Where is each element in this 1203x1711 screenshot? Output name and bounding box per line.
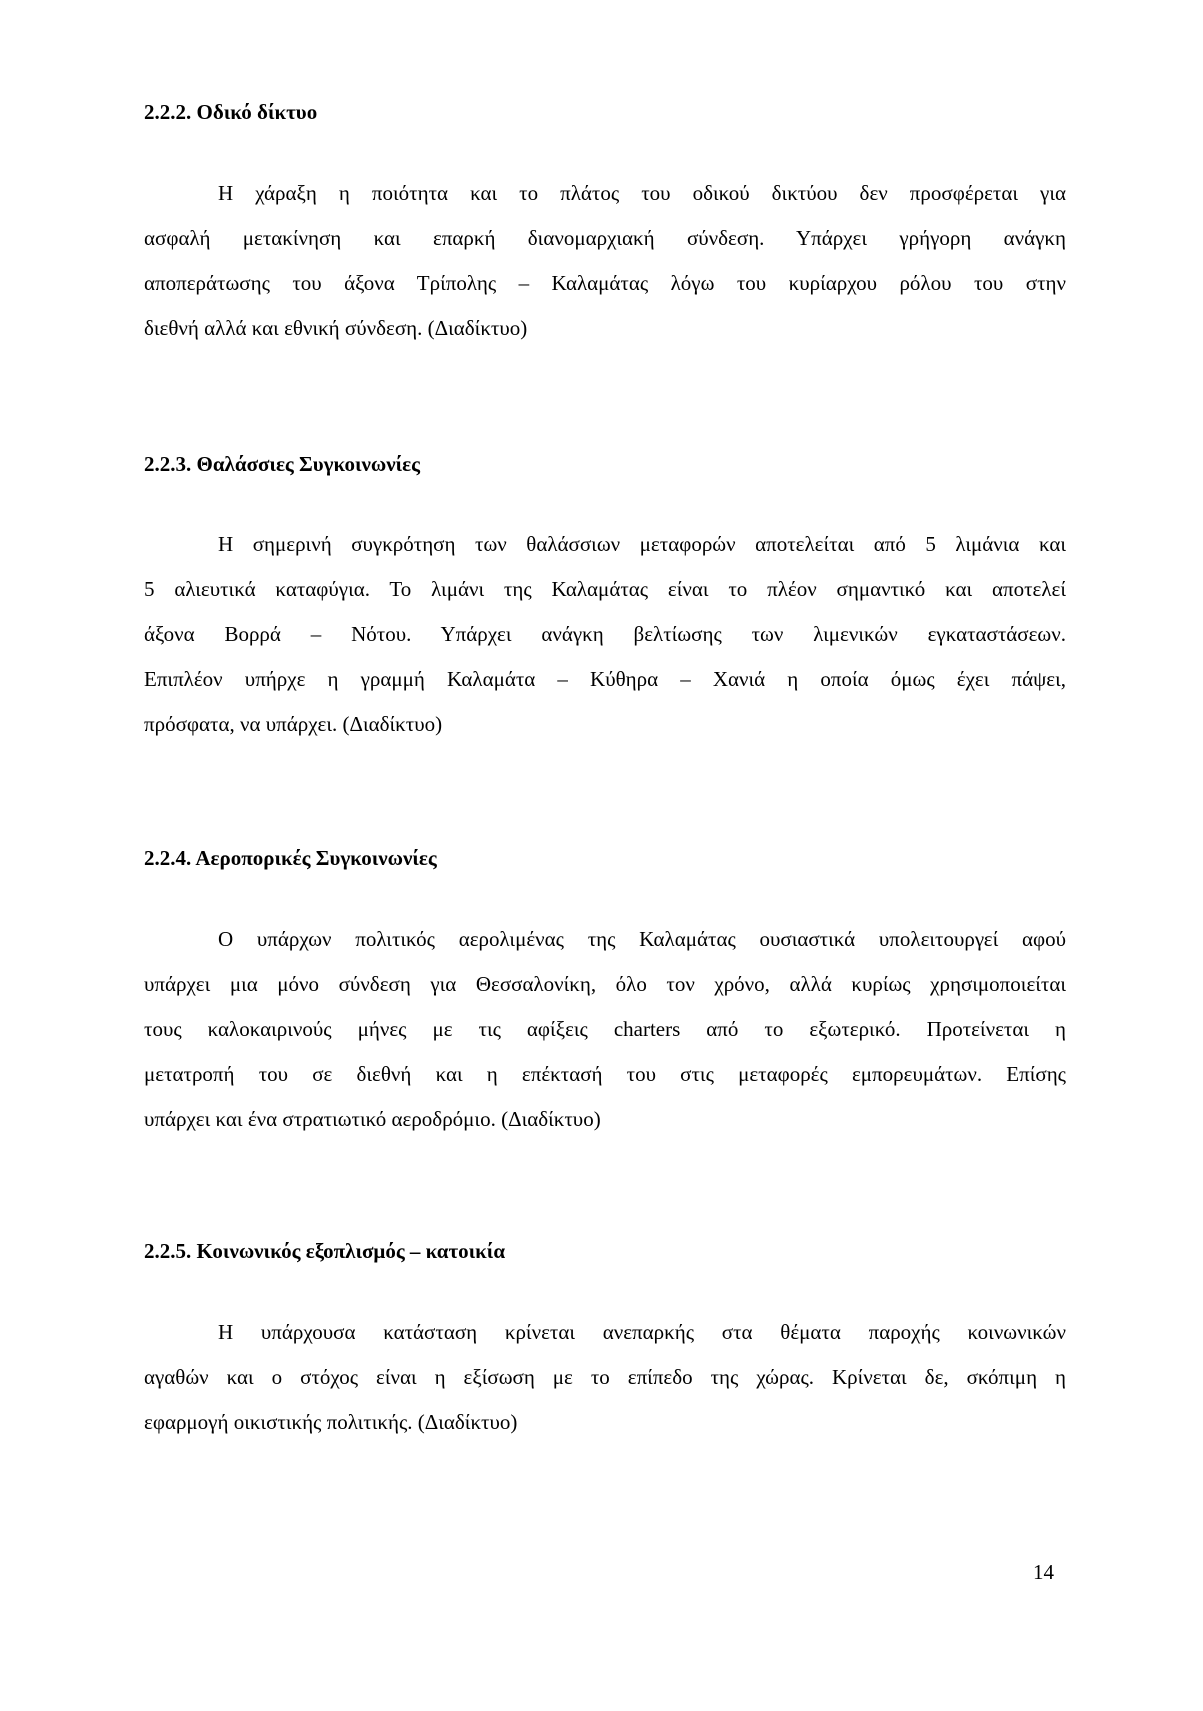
paragraph-social-equipment: [144, 1310, 1066, 1445]
section-heading-maritime: 2.2.3. Θαλάσσιες Συγκοινωνίες: [144, 452, 421, 476]
text-line: αποπεράτωσης του άξονα Τρίπολης – Καλαμάτας λόγω του κυρίαρχου ρόλου του στην: [144, 271, 1066, 295]
text-line: Επιπλέον υπήρχε η γραμμή Καλαμάτα – Κύθηρα – Χανιά η οποία όμως έχει πάψει,: [144, 667, 1066, 691]
text-line: άξονα Βορρά – Νότου. Υπάρχει ανάγκη βελτίωσης των λιμενικών εγκαταστάσεων.: [144, 622, 1066, 646]
text-line: Η σημερινή συγκρότηση των θαλάσσιων μεταφορών αποτελείται από 5 λιμάνια και: [218, 532, 1066, 556]
text-line: Ο υπάρχων πολιτικός αερολιμένας της Καλαμάτας ουσιαστικά υπολειτουργεί αφού: [218, 927, 1066, 951]
text-line: εφαρμογή οικιστικής πολιτικής. (Διαδίκτυο): [144, 1410, 518, 1434]
paragraph-maritime: [144, 522, 1066, 747]
text-line: μετατροπή του σε διεθνή και η επέκτασή του στις μεταφορές εμπορευμάτων. Επίσης: [144, 1062, 1066, 1086]
text-line: ασφαλή μετακίνηση και επαρκή διανομαρχιακή σύνδεση. Υπάρχει γρήγορη ανάγκη: [144, 226, 1066, 250]
text-line: 5 αλιευτικά καταφύγια. Το λιμάνι της Καλαμάτας είναι το πλέον σημαντικό και αποτελεί: [144, 577, 1066, 601]
text-line: πρόσφατα, να υπάρχει. (Διαδίκτυο): [144, 712, 443, 736]
page-number: 14: [1033, 1560, 1054, 1584]
text-line: υπάρχει μια μόνο σύνδεση για Θεσσαλονίκη, όλο τον χρόνο, αλλά κυρίως χρησιμοποιείται: [144, 972, 1066, 996]
text-line: Η υπάρχουσα κατάσταση κρίνεται ανεπαρκής στα θέματα παροχής κοινωνικών: [218, 1320, 1066, 1344]
text-line: τους καλοκαιρινούς μήνες με τις αφίξεις charters από το εξωτερικό. Προτείνεται η: [144, 1017, 1066, 1041]
section-heading-road-network: 2.2.2. Οδικό δίκτυο: [144, 100, 318, 124]
section-heading-aviation: 2.2.4. Αεροπορικές Συγκοινωνίες: [144, 846, 437, 870]
section-heading-social-equipment: 2.2.5. Κοινωνικός εξοπλισμός – κατοικία: [144, 1239, 506, 1263]
text-line: Η χάραξη η ποιότητα και το πλάτος του οδικού δικτύου δεν προσφέρεται για: [218, 181, 1066, 205]
paragraph-road-network: [144, 171, 1066, 351]
text-line: αγαθών και ο στόχος είναι η εξίσωση με το επίπεδο της χώρας. Κρίνεται δε, σκόπιμη η: [144, 1365, 1066, 1389]
text-line: διεθνή αλλά και εθνική σύνδεση. (Διαδίκτυο): [144, 316, 528, 340]
paragraph-aviation: [144, 917, 1066, 1142]
text-line: υπάρχει και ένα στρατιωτικό αεροδρόμιο. (Διαδίκτυο): [144, 1107, 601, 1131]
